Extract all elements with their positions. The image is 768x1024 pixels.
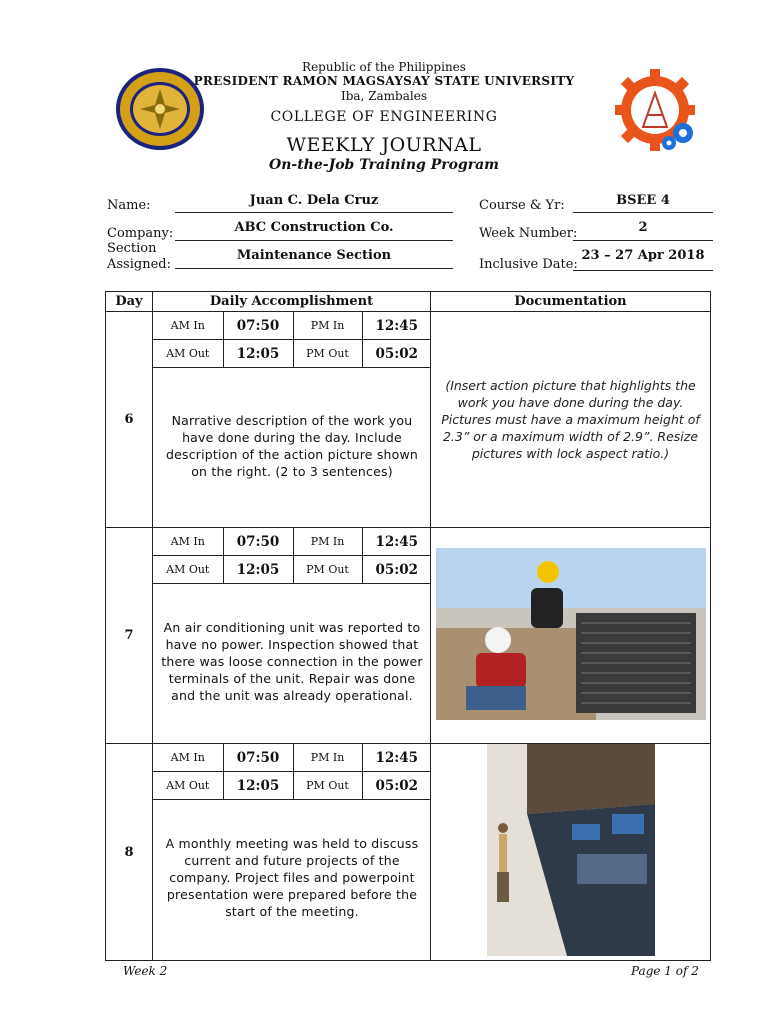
pm-in-time[interactable]: 12:45: [362, 744, 431, 772]
company-label: Company:: [107, 226, 174, 241]
day-number: 8: [106, 744, 153, 961]
date-label: Inclusive Date:: [479, 257, 578, 272]
am-in-label: AM In: [153, 744, 223, 772]
page-title: WEEKLY JOURNAL: [286, 134, 482, 156]
pm-out-time[interactable]: 05:02: [362, 556, 431, 584]
time-table: [153, 528, 431, 739]
pm-out-time[interactable]: 05:02: [362, 340, 431, 368]
am-in-label: AM In: [153, 312, 223, 340]
journal-table: [105, 291, 711, 961]
narrative-text[interactable]: Narrative description of the work you have done during the day. Include description of the action picture shown on the right. (2 to 3 sentences): [153, 368, 431, 524]
am-in-time[interactable]: 07:50: [223, 744, 293, 772]
am-out-time[interactable]: 12:05: [223, 772, 293, 800]
college-name: COLLEGE OF ENGINEERING: [270, 109, 498, 125]
accomplishment-cell: [153, 312, 431, 528]
day-number: 6: [106, 312, 153, 528]
pm-in-label: PM In: [293, 528, 362, 556]
pm-out-label: PM Out: [293, 556, 362, 584]
university-location: Iba, Zambales: [340, 89, 427, 103]
time-table: [153, 312, 431, 523]
section-label-line2: Assigned:: [107, 257, 171, 272]
pm-out-time[interactable]: 05:02: [362, 772, 431, 800]
table-row: [106, 528, 711, 744]
meeting-room-photo: [487, 744, 655, 956]
university-name: PRESIDENT RAMON MAGSAYSAY STATE UNIVERSITY: [193, 74, 575, 88]
header-day: Day: [106, 292, 153, 312]
republic-line: Republic of the Philippines: [302, 60, 466, 74]
am-in-label: AM In: [153, 528, 223, 556]
section-label: [107, 241, 171, 273]
table-row: [106, 744, 711, 961]
footer-week: Week 2: [123, 964, 168, 978]
am-in-time[interactable]: 07:50: [223, 528, 293, 556]
date-field[interactable]: 23 – 27 Apr 2018: [573, 248, 713, 271]
accomplishment-cell: [153, 744, 431, 961]
narrative-text[interactable]: A monthly meeting was held to discuss current and future projects of the company. Project files and powerpoint presentation were prepared before the start of the meeting.: [153, 800, 431, 956]
header-accomplishment: Daily Accomplishment: [153, 292, 431, 312]
course-field[interactable]: BSEE 4: [573, 193, 713, 213]
documentation-cell: [431, 528, 711, 744]
footer-page-number: Page 1 of 2: [631, 964, 699, 978]
pm-in-label: PM In: [293, 744, 362, 772]
week-field[interactable]: 2: [573, 220, 713, 241]
table-row: [106, 312, 711, 528]
documentation-cell: [431, 312, 711, 528]
documentation-instruction: (Insert action picture that highlights the work you have done during the day. Pictures must have a maximum height of 2.3” or a maximum width of 2.9”. Resize pictures with lock aspect ratio.): [441, 378, 700, 461]
page-subtitle: On-the-Job Training Program: [269, 157, 499, 173]
am-in-time[interactable]: 07:50: [223, 312, 293, 340]
time-table: [153, 744, 431, 955]
narrative-text[interactable]: An air conditioning unit was reported to have no power. Inspection showed that there was loose connection in the power terminals of the unit. Repair was done and the unit was already operational.: [153, 584, 431, 740]
pm-in-time[interactable]: 12:45: [362, 312, 431, 340]
am-out-time[interactable]: 12:05: [223, 340, 293, 368]
pm-out-label: PM Out: [293, 772, 362, 800]
accomplishment-cell: [153, 528, 431, 744]
am-out-label: AM Out: [153, 772, 223, 800]
am-out-label: AM Out: [153, 556, 223, 584]
am-out-label: AM Out: [153, 340, 223, 368]
am-out-time[interactable]: 12:05: [223, 556, 293, 584]
documentation-cell: [431, 744, 711, 961]
section-field[interactable]: Maintenance Section: [175, 248, 453, 269]
ac-repair-photo: [436, 548, 706, 720]
week-label: Week Number:: [479, 226, 578, 241]
company-field[interactable]: ABC Construction Co.: [175, 220, 453, 241]
pm-out-label: PM Out: [293, 340, 362, 368]
day-number: 7: [106, 528, 153, 744]
name-field[interactable]: Juan C. Dela Cruz: [175, 193, 453, 213]
section-label-line1: Section: [107, 241, 157, 256]
name-label: Name:: [107, 198, 151, 213]
table-header-row: [106, 292, 711, 312]
pm-in-label: PM In: [293, 312, 362, 340]
header-documentation: Documentation: [431, 292, 711, 312]
pm-in-time[interactable]: 12:45: [362, 528, 431, 556]
course-label: Course & Yr:: [479, 198, 565, 213]
